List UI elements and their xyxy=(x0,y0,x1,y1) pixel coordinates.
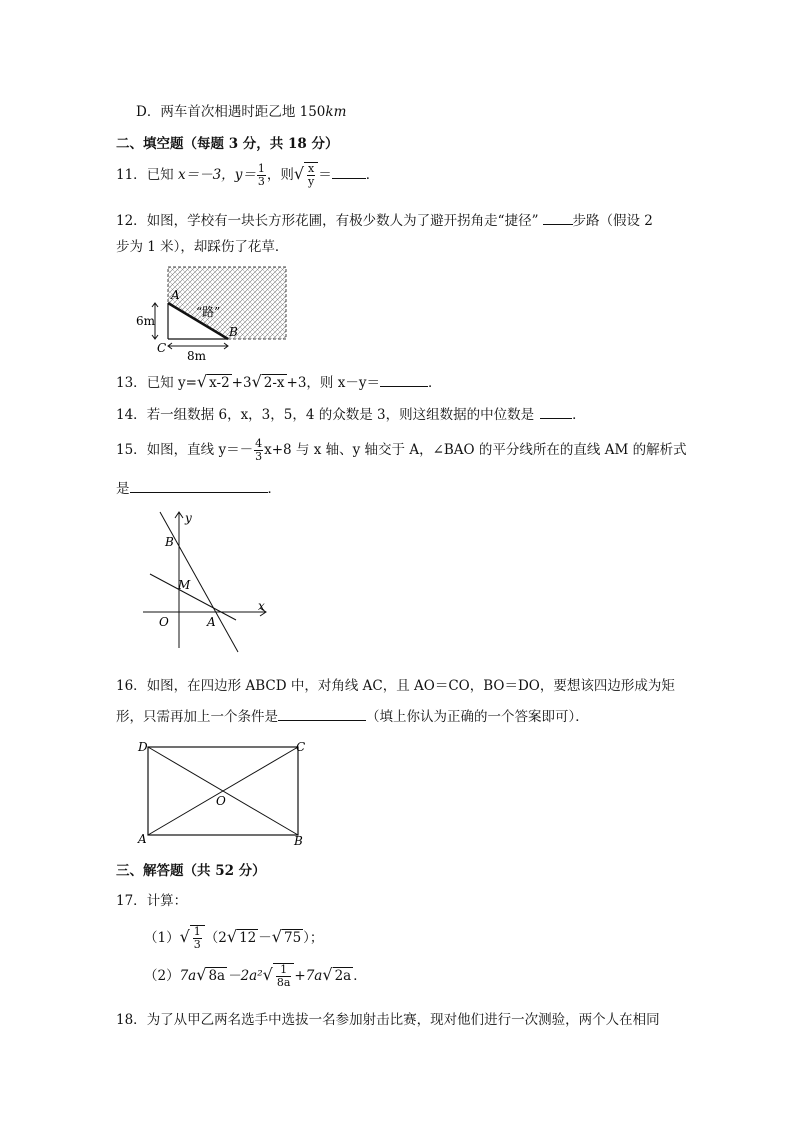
q11-rad-num: x xyxy=(308,162,315,175)
q17-p2-minus: －2a² xyxy=(227,968,263,984)
option-d-text: D．两车首次相遇时距乙地 150 xyxy=(136,104,326,120)
q11-radicand xyxy=(304,162,318,188)
fig15-label-o: O xyxy=(159,615,169,629)
q13-radical-2: √ xyxy=(251,372,262,391)
q17-p1-open: （2 xyxy=(204,930,227,946)
q13-rad2: 2-x xyxy=(263,375,285,391)
q15-fraction xyxy=(254,438,263,463)
q17-p2-plus: +7a xyxy=(294,968,323,984)
side-cb-label: 8m xyxy=(187,349,207,363)
fig15-label-y: y xyxy=(185,511,192,525)
q17-p1-radical: √ xyxy=(179,927,190,946)
q12-blank[interactable] xyxy=(543,210,573,225)
q18-text: 为了从甲乙两名选手中选拔一名参加射击比赛，现对他们进行一次测验，两个人在相同 xyxy=(146,1012,660,1028)
question-15 xyxy=(116,438,687,463)
q17-p1-radicand xyxy=(190,925,205,951)
side-ac-label: 6m xyxy=(136,314,156,328)
q15-lead: 如图，直线 y＝－ xyxy=(146,442,254,458)
q15-blank[interactable] xyxy=(130,478,268,493)
q12-line1: 如图，学校有一块长方形花圃，有极少数人为了避开拐角走“捷径” xyxy=(146,213,539,229)
q14-text: 若一组数据 6，x，3，5，4 的众数是 3，则这组数据的中位数是 xyxy=(146,407,535,423)
q16-line1: 如图，在四边形 ABCD 中，对角线 AC，且 AO＝CO，BO＝DO，要想该四边形成为矩 xyxy=(146,678,675,694)
q17-number: 17． xyxy=(116,893,147,909)
question-14 xyxy=(116,404,586,425)
q18-number: 18． xyxy=(116,1012,147,1028)
q17-text: 计算： xyxy=(146,893,188,909)
q17-p1-rad2: 75 xyxy=(283,930,302,946)
q12-figure xyxy=(130,262,290,362)
q17-p2-label: （2） xyxy=(144,968,180,984)
line-am xyxy=(150,574,236,620)
q13-number: 13． xyxy=(116,375,147,391)
q15-frac-den: 3 xyxy=(255,450,263,463)
q11-rad-den: y xyxy=(308,175,315,188)
fig16-label-c: C xyxy=(296,740,306,754)
q17-p2-radical-2: √ xyxy=(262,965,273,984)
option-d xyxy=(136,102,346,122)
q15-frac-num: 4 xyxy=(255,437,263,450)
q11-frac-den: 3 xyxy=(257,175,265,188)
q11-mid: ，则 xyxy=(266,167,294,183)
q13-end: ． xyxy=(427,375,442,391)
q16-line2b: （填上你认为正确的一个答案即可）． xyxy=(366,709,589,725)
q17-p2-radical-1: √ xyxy=(196,965,207,984)
fig16-label-b: B xyxy=(294,834,303,848)
q11-frac-num: 1 xyxy=(257,162,265,175)
label-b: B xyxy=(229,325,238,339)
q13-mid1: +3 xyxy=(231,375,252,391)
q11-radical-sign: √ xyxy=(293,164,305,183)
q13-blank[interactable] xyxy=(380,372,428,387)
fig16-label-o: O xyxy=(216,794,226,808)
q13-mid2: +3，则 x－y＝ xyxy=(286,375,380,391)
q11-end: ． xyxy=(365,167,380,183)
q17-p1-label: （1） xyxy=(144,930,180,946)
q14-number: 14． xyxy=(116,407,147,423)
q17-p2-radicand xyxy=(273,963,295,989)
q17-part-1 xyxy=(144,925,323,951)
q11-x: x＝－3， xyxy=(177,167,235,183)
q15-rest: x+8 与 x 轴、y 轴交于 A，∠BAO 的平分线所在的直线 AM 的解析式 xyxy=(264,442,687,458)
q17-p1-close: ）； xyxy=(303,930,324,946)
q17-p2-rad1: 8a xyxy=(208,968,226,984)
q17-p2-rad2: 2a xyxy=(334,968,352,984)
q13-lead: 已知 y= xyxy=(146,375,197,391)
q17-p1-frac-num: 1 xyxy=(193,925,201,938)
q11-number: 11． xyxy=(116,167,147,183)
q17-p2-frac-num: 1 xyxy=(276,964,292,977)
q11-lead: 已知 xyxy=(146,167,178,183)
q17-part-2 xyxy=(144,963,367,989)
q17-p1-radical-2: √ xyxy=(226,927,238,946)
q15-number: 15． xyxy=(116,442,147,458)
q12-number: 12． xyxy=(116,213,147,229)
fig16-label-a: A xyxy=(138,832,147,846)
fig16-label-d: D xyxy=(138,740,148,754)
road-label: “路” xyxy=(196,305,221,319)
question-12 xyxy=(116,210,653,231)
q16-line2 xyxy=(116,706,589,727)
question-18 xyxy=(116,1010,660,1030)
q17-p1-radical-3: √ xyxy=(271,927,282,946)
q17-p1-frac-den: 3 xyxy=(193,938,201,951)
q13-radical-1: √ xyxy=(196,372,208,391)
question-16 xyxy=(116,676,675,696)
label-c: C xyxy=(157,341,167,355)
fig15-label-b: B xyxy=(165,535,174,549)
q16-blank[interactable] xyxy=(278,706,366,721)
q17-p1-minus: － xyxy=(258,930,272,946)
q15-line2 xyxy=(116,478,281,499)
fig15-label-x: x xyxy=(258,599,265,613)
line-ab xyxy=(160,512,238,652)
q12-line2: 步为 1 米），却踩伤了花草． xyxy=(116,239,289,255)
option-d-unit: km xyxy=(325,104,347,120)
q16-figure xyxy=(136,737,316,847)
section-2-title: 二、填空题（每题 3 分，共 18 分） xyxy=(116,136,339,152)
q16-line2a: 形，只需再加上一个条件是 xyxy=(116,709,278,725)
q17-p2-radical-3: √ xyxy=(322,965,333,984)
q15-figure xyxy=(138,508,278,653)
q17-p1-rad1: 12 xyxy=(239,930,257,946)
question-11 xyxy=(116,162,379,188)
q12-tail: 步路（假设 2 xyxy=(572,213,653,229)
q11-blank[interactable] xyxy=(332,164,366,179)
fig15-label-a: A xyxy=(207,615,216,629)
q16-number: 16． xyxy=(116,678,147,694)
label-a: A xyxy=(171,288,180,302)
fig15-label-m: M xyxy=(178,578,191,592)
q17-p2-end: ． xyxy=(353,968,367,984)
q14-end: ． xyxy=(572,407,586,423)
q14-blank[interactable] xyxy=(540,404,572,419)
section-3-title: 三、解答题（共 52 分） xyxy=(116,863,266,879)
q15-line2-text: 是 xyxy=(116,481,130,497)
q13-rad1: x-2 xyxy=(209,375,230,391)
question-13 xyxy=(116,372,441,393)
q15-end: ． xyxy=(267,481,281,497)
question-17 xyxy=(116,891,187,911)
q17-p2-frac-den: 8a xyxy=(276,976,291,989)
q11-eq: ＝ xyxy=(318,167,332,183)
q17-p2-a: 7a xyxy=(179,968,197,984)
q11-y: y＝ xyxy=(234,167,256,183)
q11-fraction xyxy=(257,163,266,188)
